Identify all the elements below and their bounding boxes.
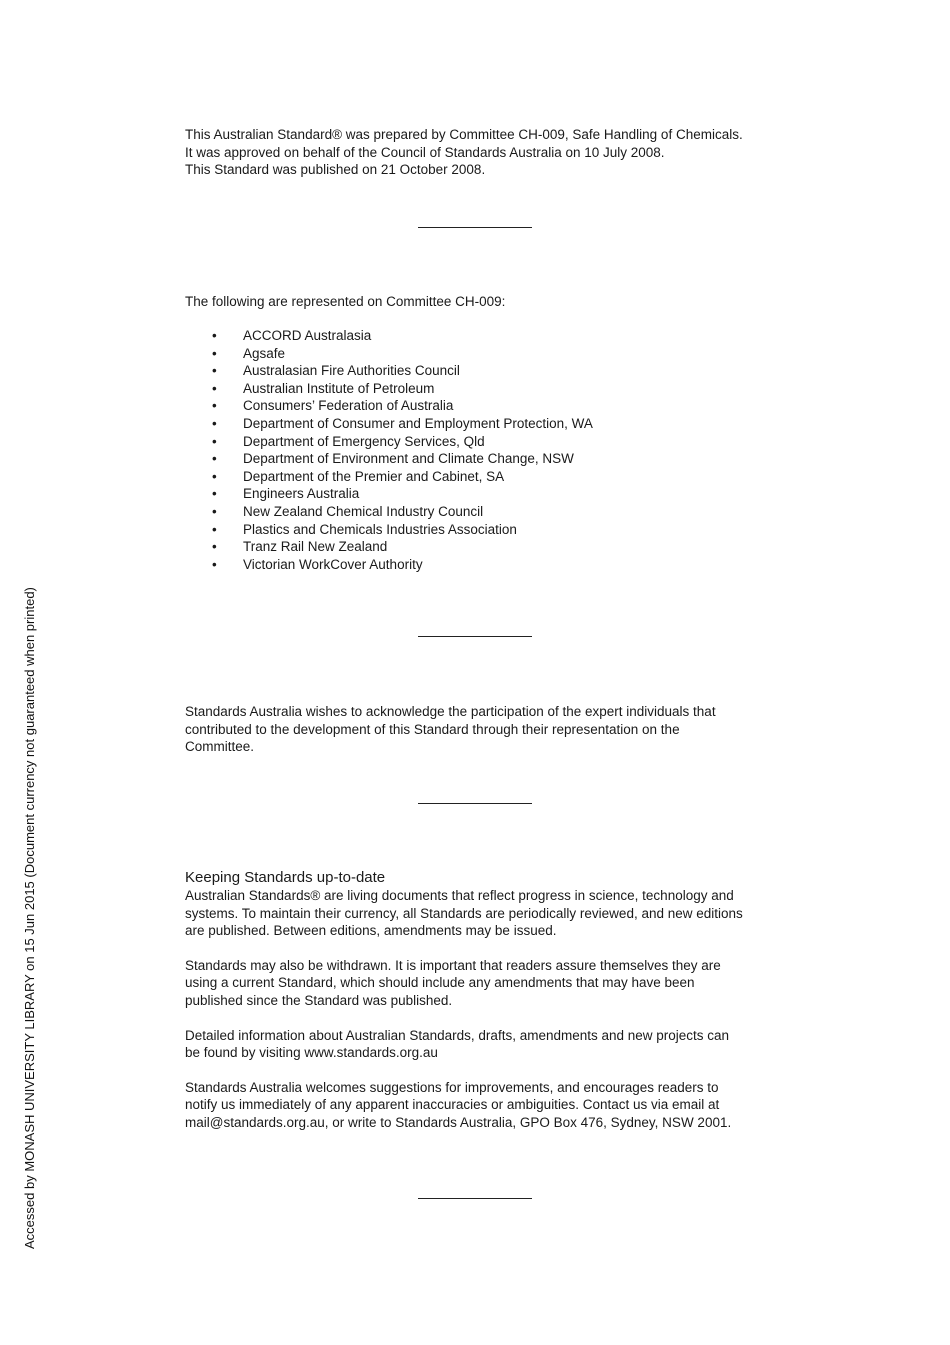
committee-intro-text: The following are represented on Committee CH-009:	[185, 294, 506, 309]
list-item	[210, 345, 593, 363]
member-name: Tranz Rail New Zealand	[243, 539, 388, 555]
member-name: Agsafe	[243, 345, 286, 361]
acknowledgement-block	[185, 703, 785, 756]
paragraph-line: Standards Australia welcomes suggestions for improvements, and encourages readers to	[185, 1079, 719, 1095]
list-item	[210, 362, 593, 380]
bullet-glyph: •	[212, 521, 217, 537]
list-item	[210, 521, 593, 539]
bullet-glyph: •	[212, 433, 217, 449]
list-item	[210, 538, 593, 556]
bullet-glyph: •	[212, 468, 217, 484]
list-item	[210, 485, 593, 503]
member-name: Department of Emergency Services, Qld	[243, 433, 485, 449]
acknowledgement-line: Committee.	[185, 739, 255, 755]
bullet-glyph: •	[212, 380, 217, 396]
list-item	[210, 433, 593, 451]
section-divider	[418, 227, 532, 228]
bullet-glyph: •	[212, 363, 217, 379]
bullet-glyph: •	[212, 451, 217, 467]
access-watermark: Accessed by MONASH UNIVERSITY LIBRARY on 15 Jun 2015 (Document currency not guaranteed when printed)	[22, 587, 37, 1249]
member-name: Department of Environment and Climate Change, NSW	[243, 451, 574, 467]
committee-member-list	[210, 327, 593, 573]
acknowledgement-line: contributed to the development of this Standard through their representation on the	[185, 721, 680, 737]
section-divider	[418, 1198, 532, 1199]
paragraph	[185, 1079, 785, 1132]
bullet-glyph: •	[212, 486, 217, 502]
member-name: Victorian WorkCover Authority	[243, 556, 423, 572]
list-item	[210, 327, 593, 345]
member-name: Plastics and Chemicals Industries Association	[243, 521, 517, 537]
member-name: Engineers Australia	[243, 486, 360, 502]
member-name: Australasian Fire Authorities Council	[243, 363, 460, 379]
bullet-glyph: •	[212, 503, 217, 519]
bullet-glyph: •	[212, 345, 217, 361]
member-name: Consumers’ Federation of Australia	[243, 398, 454, 414]
paragraph-line: be found by visiting www.standards.org.au	[185, 1045, 438, 1061]
section-divider	[418, 636, 532, 637]
bullet-glyph: •	[212, 328, 217, 343]
paragraph	[185, 887, 785, 940]
list-item	[210, 415, 593, 433]
member-name: Department of the Premier and Cabinet, SA	[243, 468, 505, 484]
paragraph	[185, 957, 785, 1010]
bullet-glyph: •	[212, 539, 217, 555]
preface-line: This Australian Standard® was prepared by Committee CH-009, Safe Handling of Chemicals.	[185, 127, 743, 142]
paragraph-line: Australian Standards® are living documents that reflect progress in science, technology and	[185, 888, 734, 903]
bullet-glyph: •	[212, 415, 217, 431]
paragraph-line: mail@standards.org.au, or write to Standards Australia, GPO Box 476, Sydney, NSW 2001.	[185, 1114, 732, 1130]
paragraph-line: Detailed information about Australian Standards, drafts, amendments and new projects can	[185, 1027, 730, 1043]
paragraph-line: notify us immediately of any apparent inaccuracies or ambiguities. Contact us via email at	[185, 1097, 720, 1113]
paragraph	[185, 1027, 785, 1062]
keeping-up-to-date-section	[185, 869, 785, 1149]
list-item	[210, 380, 593, 398]
member-name: Department of Consumer and Employment Protection, WA	[243, 415, 593, 431]
member-name: New Zealand Chemical Industry Council	[243, 503, 484, 519]
paragraph-line: are published. Between editions, amendments may be issued.	[185, 923, 557, 939]
list-item	[210, 468, 593, 486]
list-item	[210, 556, 593, 574]
paragraph-line: published since the Standard was published.	[185, 992, 453, 1008]
bullet-glyph: •	[212, 398, 217, 414]
acknowledgement-line: Standards Australia wishes to acknowledge the participation of the expert individuals that	[185, 704, 716, 719]
list-item	[210, 397, 593, 415]
member-name: Australian Institute of Petroleum	[243, 380, 435, 396]
list-item	[210, 503, 593, 521]
paragraph-line: using a current Standard, which should include any amendments that may have been	[185, 975, 695, 991]
preface-block	[185, 126, 785, 179]
preface-line: It was approved on behalf of the Council of Standards Australia on 10 July 2008.	[185, 144, 665, 160]
section-divider	[418, 803, 532, 804]
preface-line: This Standard was published on 21 October 2008.	[185, 162, 486, 178]
paragraph-line: Standards may also be withdrawn. It is important that readers assure themselves they are	[185, 957, 721, 973]
paragraph-line: systems. To maintain their currency, all Standards are periodically reviewed, and new editions	[185, 905, 743, 921]
section-heading: Keeping Standards up-to-date	[185, 869, 386, 886]
bullet-glyph: •	[212, 556, 217, 572]
member-name: ACCORD Australasia	[243, 328, 372, 343]
list-item	[210, 450, 593, 468]
committee-intro	[185, 293, 785, 311]
